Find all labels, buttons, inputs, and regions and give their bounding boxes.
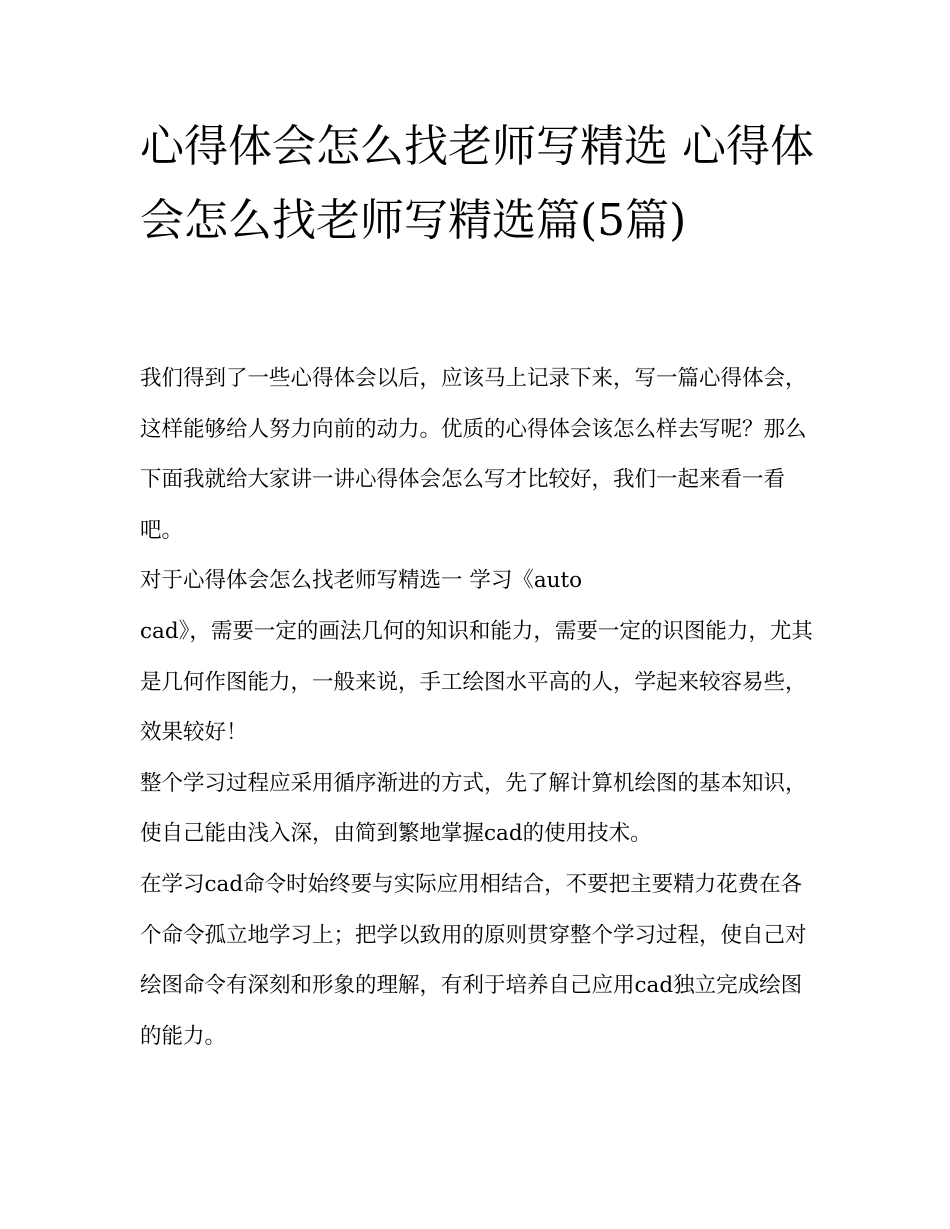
paragraph-learning-process: 整个学习过程应采用循序渐进的方式，先了解计算机绘图的基本知识，使自己能由浅入深，由简到繁地掌握cad的使用技术。 [140,770,807,847]
paragraph-cad-commands: 在学习cad命令时始终要与实际应用相结合，不要把主要精力花费在各个命令孤立地学习上；把学以致用的原则贯穿整个学习过程，使自己对绘图命令有深刻和形象的理解，有利于培养自己应用cad独立完成绘图的能力。 [140,871,807,1049]
paragraph-autocad-intro: 对于心得体会怎么找老师写精选一 学习《auto cad》，需要一定的画法几何的知识和能力，需要一定的识图能力，尤其是几何作图能力，一般来说，手工绘图水平高的人，学起来较容易些，效果较好！ [140,568,813,746]
paragraph-intro: 我们得到了一些心得体会以后，应该马上记录下来，写一篇心得体会，这样能够给人努力向前的动力。优质的心得体会该怎么样去写呢？那么下面我就给大家讲一讲心得体会怎么写才比较好，我们一起来看一看吧。 [140,366,807,543]
document-title: 心得体会怎么找老师写精选 心得体会怎么找老师写精选篇(5篇) [140,121,814,246]
document-body [140,354,820,1062]
